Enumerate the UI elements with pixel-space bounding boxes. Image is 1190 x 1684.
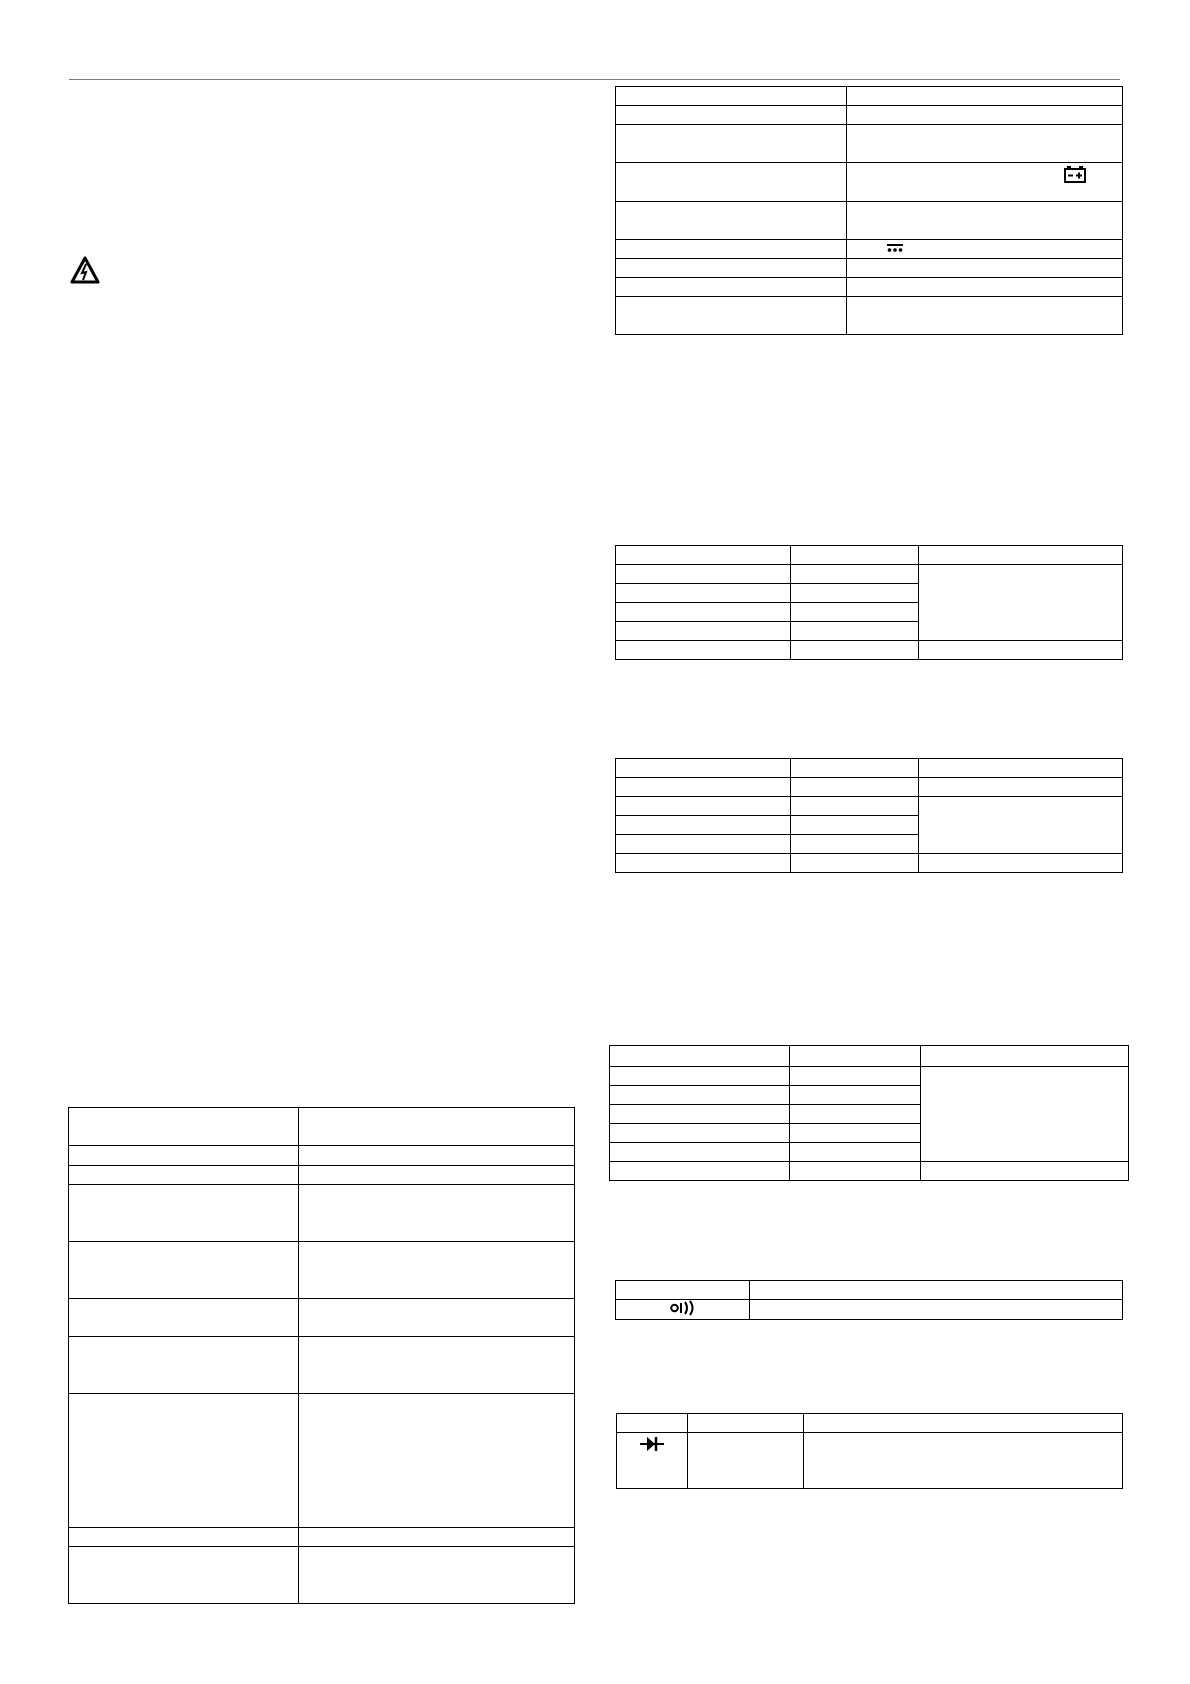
- table-cell: [791, 816, 919, 835]
- table-cell: [299, 1394, 575, 1528]
- table-cell: [847, 297, 1123, 335]
- diode-icon: [640, 1436, 664, 1452]
- table-cell: [688, 1414, 804, 1433]
- table-cell: [804, 1414, 1123, 1433]
- table-row: [616, 163, 1123, 202]
- table-cell: [616, 797, 791, 816]
- table-cell: [791, 797, 919, 816]
- table-cell: [750, 1281, 1123, 1300]
- table-cell: [299, 1528, 575, 1547]
- table-cell: [616, 584, 791, 603]
- table-row: [616, 759, 1123, 778]
- table-cell: [847, 202, 1123, 240]
- table-cell: [610, 1046, 790, 1067]
- table-row: [617, 1433, 1123, 1489]
- table-cell: [919, 565, 1123, 641]
- continuity-table: [615, 1280, 1123, 1320]
- table-cell: [616, 816, 791, 835]
- table-cell: [299, 1242, 575, 1299]
- table-cell: [791, 641, 919, 660]
- table-row: [69, 1299, 575, 1337]
- warning-triangle-icon: [70, 256, 100, 284]
- table-cell: [69, 1166, 299, 1185]
- table-cell: [688, 1433, 804, 1489]
- table-cell: [616, 546, 791, 565]
- table-row: [69, 1242, 575, 1299]
- table-cell: [790, 1067, 921, 1086]
- table-row: [616, 106, 1123, 125]
- table-cell: [616, 259, 847, 278]
- general-specs-table: [615, 86, 1123, 335]
- table-cell: [69, 1108, 299, 1146]
- table-cell: [921, 1046, 1129, 1067]
- table-cell: [750, 1300, 1123, 1320]
- dc-symbol-icon: [887, 243, 903, 253]
- table-cell: [69, 1394, 299, 1528]
- table-cell: [616, 297, 847, 335]
- table-cell: [847, 278, 1123, 297]
- table-row: [69, 1185, 575, 1242]
- table-cell: [847, 106, 1123, 125]
- table-row: [616, 778, 1123, 797]
- table-cell: [616, 202, 847, 240]
- range-table-b: [615, 758, 1123, 873]
- table-cell: [790, 1162, 921, 1181]
- table-cell: [617, 1414, 688, 1433]
- table-cell: [69, 1528, 299, 1547]
- table-row: [610, 1067, 1129, 1086]
- table-cell: [790, 1105, 921, 1124]
- table-cell: [804, 1433, 1123, 1489]
- table-cell: [610, 1124, 790, 1143]
- table-cell: [299, 1547, 575, 1604]
- table-cell: [616, 759, 791, 778]
- table-cell: [790, 1086, 921, 1105]
- table-cell: [299, 1108, 575, 1146]
- table-cell: [616, 835, 791, 854]
- table-cell: [616, 106, 847, 125]
- table-row: [616, 278, 1123, 297]
- table-cell: [921, 1067, 1129, 1162]
- table-row: [616, 297, 1123, 335]
- table-cell: [69, 1337, 299, 1394]
- table-row: [616, 1281, 1123, 1300]
- table-cell: [616, 240, 847, 259]
- table-cell: [919, 641, 1123, 660]
- table-cell: [791, 759, 919, 778]
- specifications-table-left: [68, 1107, 575, 1604]
- table-cell: [610, 1067, 790, 1086]
- diode-table: [616, 1413, 1123, 1489]
- table-cell: [791, 603, 919, 622]
- table-row: [616, 240, 1123, 259]
- table-cell: [616, 641, 791, 660]
- table-cell: [791, 835, 919, 854]
- table-cell: [919, 546, 1123, 565]
- table-row: [69, 1528, 575, 1547]
- table-cell: [616, 622, 791, 641]
- table-row: [616, 546, 1123, 565]
- table-cell: [919, 854, 1123, 873]
- table-row: [69, 1394, 575, 1528]
- table-cell: [847, 87, 1123, 106]
- table-row: [616, 259, 1123, 278]
- header-rule: [69, 79, 1120, 80]
- table-cell: [847, 240, 1123, 259]
- table-row: [69, 1146, 575, 1166]
- table-cell: [791, 565, 919, 584]
- table-row: [616, 125, 1123, 163]
- table-row: [616, 202, 1123, 240]
- table-cell: [616, 854, 791, 873]
- continuity-beeper-icon: [670, 1300, 696, 1316]
- table-cell: [616, 603, 791, 622]
- table-row: [69, 1547, 575, 1604]
- table-cell: [610, 1086, 790, 1105]
- table-cell: [69, 1242, 299, 1299]
- table-cell: [790, 1124, 921, 1143]
- table-cell: [69, 1299, 299, 1337]
- table-cell: [616, 163, 847, 202]
- table-cell: [610, 1105, 790, 1124]
- table-cell: [847, 125, 1123, 163]
- table-row: [616, 641, 1123, 660]
- table-cell: [617, 1433, 688, 1489]
- table-cell: [919, 778, 1123, 797]
- table-cell: [299, 1146, 575, 1166]
- table-cell: [299, 1185, 575, 1242]
- table-cell: [616, 565, 791, 584]
- table-cell: [616, 1281, 750, 1300]
- table-cell: [847, 259, 1123, 278]
- table-row: [69, 1166, 575, 1185]
- table-cell: [791, 546, 919, 565]
- table-cell: [616, 125, 847, 163]
- table-row: [616, 797, 1123, 816]
- table-cell: [299, 1337, 575, 1394]
- table-cell: [616, 278, 847, 297]
- table-cell: [791, 854, 919, 873]
- table-cell: [919, 759, 1123, 778]
- range-table-a: [615, 545, 1123, 660]
- table-row: [617, 1414, 1123, 1433]
- battery-icon: [1064, 166, 1086, 183]
- table-cell: [616, 778, 791, 797]
- table-cell: [610, 1162, 790, 1181]
- table-row: [616, 565, 1123, 584]
- table-row: [610, 1046, 1129, 1067]
- table-cell: [616, 1300, 750, 1320]
- table-cell: [847, 163, 1123, 202]
- table-cell: [610, 1143, 790, 1162]
- table-cell: [791, 778, 919, 797]
- table-row: [616, 87, 1123, 106]
- table-cell: [919, 797, 1123, 854]
- table-cell: [69, 1185, 299, 1242]
- table-cell: [616, 87, 847, 106]
- table-cell: [790, 1046, 921, 1067]
- table-cell: [921, 1162, 1129, 1181]
- table-row: [616, 854, 1123, 873]
- table-cell: [69, 1146, 299, 1166]
- table-cell: [791, 622, 919, 641]
- table-cell: [69, 1547, 299, 1604]
- table-cell: [791, 584, 919, 603]
- table-row: [69, 1337, 575, 1394]
- range-table-c: [609, 1045, 1129, 1181]
- table-row: [610, 1162, 1129, 1181]
- table-row: [69, 1108, 575, 1146]
- table-row: [616, 1300, 1123, 1320]
- table-cell: [790, 1143, 921, 1162]
- table-cell: [299, 1299, 575, 1337]
- table-cell: [299, 1166, 575, 1185]
